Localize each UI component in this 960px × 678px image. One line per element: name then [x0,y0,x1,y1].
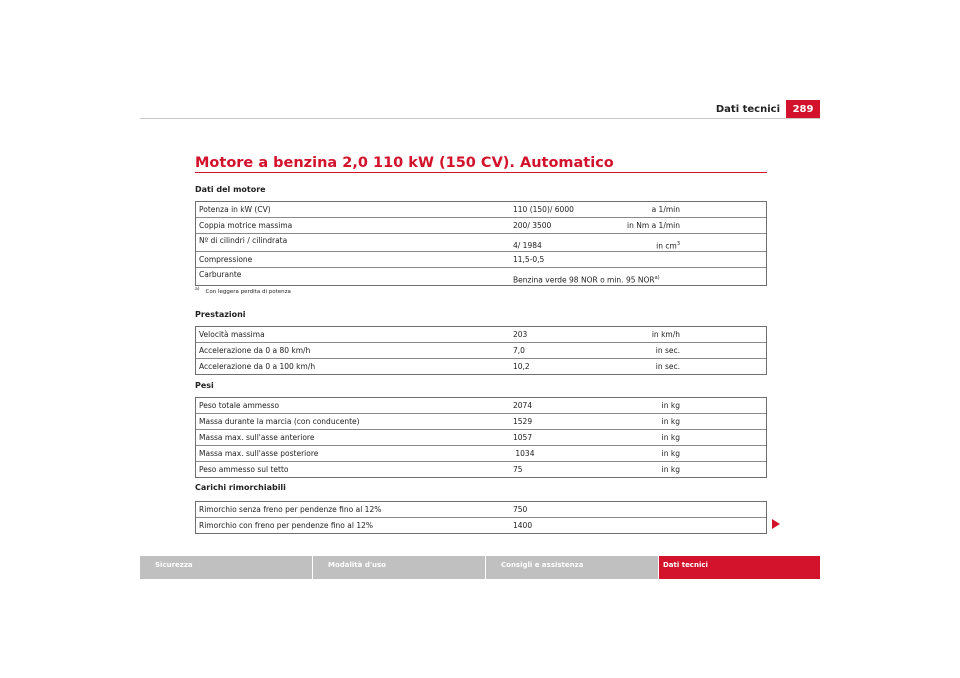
page-number-badge: 289 [786,100,820,119]
footer-tab-modalita-duso[interactable]: Modalità d'uso [313,556,485,579]
row-label: Potenza in kW (CV) [199,205,271,214]
table-row [196,462,766,477]
row-label: Nº di cilindri / cilindrata [199,236,288,245]
row-label: Coppia motrice massima [199,221,293,230]
row-unit: in kg [661,465,680,474]
row-unit: in kg [661,433,680,442]
value-text: Benzina verde 98 NOR o min. 95 NOR [513,275,655,285]
row-value: 11,5-0,5 [513,255,545,264]
row-unit: in Nm a 1/min [627,221,680,230]
row-value [513,275,660,285]
footnote-text: Con leggera perdita di potenza [205,288,291,295]
table-row [196,518,766,533]
table-row [196,359,766,374]
row-label: Velocità massima [199,330,265,339]
table-row [196,414,766,430]
table-row [196,430,766,446]
row-value: 75 [513,465,523,474]
table-row [196,202,766,218]
row-value: 7,0 [513,346,525,355]
footer-nav [140,556,820,579]
row-value: 1400 [513,521,533,530]
row-value: 750 [513,505,528,514]
table-row [196,218,766,234]
row-label: Rimorchio con freno per pendenze fino al 12% [199,521,374,530]
row-unit: in sec. [655,346,680,355]
row-label: Massa max. sull'asse anteriore [199,433,315,442]
table-prestazioni [195,326,767,375]
table-row [196,268,766,285]
row-value: 10,2 [513,362,530,371]
row-label: Peso totale ammesso [199,401,280,410]
row-label: Accelerazione da 0 a 80 km/h [199,346,311,355]
footnote-reference: a) [654,275,660,281]
section-heading-carichi: Carichi rimorchiabili [195,483,286,492]
row-unit: in kg [661,401,680,410]
page-title: Motore a benzina 2,0 110 kW (150 CV). Automatico [195,155,614,171]
footer-tab-consigli-assistenza[interactable]: Consigli e assistenza [486,556,658,579]
table-carichi [195,501,767,534]
table-row [196,446,766,462]
table-motore [195,201,767,286]
row-unit: a 1/min [651,205,680,214]
title-underline [195,172,767,173]
row-value: 1529 [513,417,533,426]
row-value: 1057 [513,433,533,442]
row-value: 2074 [513,401,533,410]
continue-arrow-icon[interactable] [772,519,780,529]
row-value: 200/ 3500 [513,221,552,230]
unit-text: in cm [656,241,677,251]
section-heading-pesi: Pesi [195,381,214,390]
row-unit: in kg [661,449,680,458]
row-label: Carburante [199,270,242,279]
row-unit [476,241,680,251]
table-row [196,327,766,343]
table-row [196,343,766,359]
row-unit: in sec. [655,362,680,371]
header-divider [140,118,820,119]
table-row [196,398,766,414]
row-label: Rimorchio senza freno per pendenze fino al 12% [199,505,382,514]
section-heading-prestazioni: Prestazioni [195,310,246,319]
footer-tab-dati-tecnici[interactable]: Dati tecnici [659,556,820,579]
table-row [196,234,766,252]
footer-tab-sicurezza[interactable]: Sicurezza [140,556,312,579]
table-pesi [195,397,767,478]
row-label: Massa max. sull'asse posteriore [199,449,319,458]
row-unit: in kg [661,417,680,426]
row-label: Accelerazione da 0 a 100 km/h [199,362,316,371]
table-row [196,502,766,518]
section-heading-motore: Dati del motore [195,185,266,194]
row-unit: in km/h [651,330,680,339]
footnote-mark: a) [195,287,200,292]
row-value: 4/ 1984 [513,241,542,250]
table-row [196,252,766,268]
row-value: 203 [513,330,528,339]
row-value: 110 (150)/ 6000 [513,205,574,214]
row-label: Compressione [199,255,253,264]
row-label: Massa durante la marcia (con conducente) [199,417,360,426]
unit-superscript: 3 [676,241,680,247]
footnote [195,287,291,295]
row-value: 1034 [513,449,535,458]
row-label: Peso ammesso sul tetto [199,465,289,474]
running-header-title: Dati tecnici [715,104,780,115]
